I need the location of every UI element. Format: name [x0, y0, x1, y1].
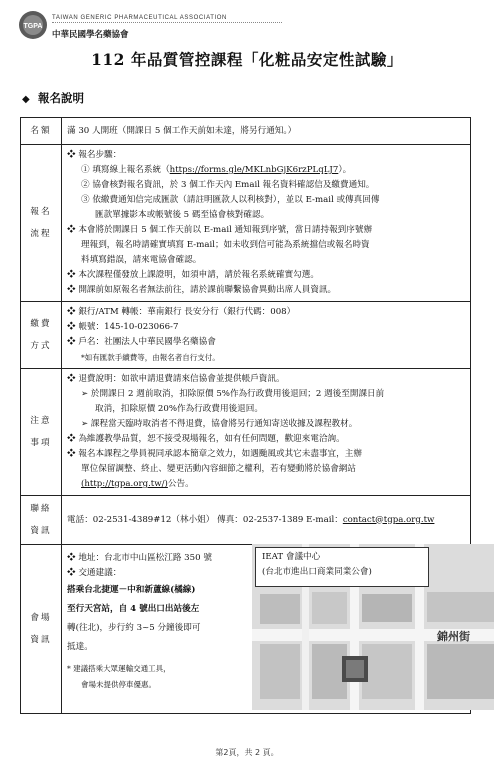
- label-venue: [21, 545, 62, 714]
- row-contact: [21, 496, 471, 545]
- tgpa-logo-icon: [18, 10, 48, 40]
- org-header: [18, 10, 318, 40]
- label-payment-2: 方式: [30, 341, 52, 351]
- flow-line: ❖ 本次課程僅發放上課證明，如須申請，請於報名系統確實勾選。: [67, 270, 319, 280]
- venue-line: 搭乘台北捷運－中和新蘆線(橘線): [67, 585, 196, 595]
- label-flow-2: 流程: [30, 229, 52, 239]
- payment-line: ❖ 帳號：145-10-023066-7: [67, 322, 179, 332]
- org-name-en: TAIWAN GENERIC PHARMACEUTICAL ASSOCIATION: [52, 15, 227, 21]
- contact-email-link[interactable]: contact@tgpa.org.tw: [342, 514, 435, 525]
- venue-callout-title: IEAT 會議中心: [262, 552, 321, 562]
- flow-line: 匯款單據影本或帳號後 5 碼至協會核對確認。: [95, 210, 270, 220]
- notes-line: ❖ 報名本課程之學員視同承認本簡章之效力，如遇颱風或其它未盡事宜，主辦: [67, 449, 362, 459]
- label-notes-2: 事項: [30, 438, 52, 448]
- flow-content: [62, 145, 471, 302]
- contact-content: [62, 496, 471, 545]
- payment-note: *如有匯款手續費等，由報名者自行支付。: [81, 353, 220, 362]
- flow-line: ❖ 報名步驟：: [67, 150, 122, 160]
- flow-line: ❖ 開課前如原報名者無法前往，請於課前聯繫協會異動出席人員資訊。: [67, 285, 337, 295]
- venue-content: [62, 545, 471, 714]
- payment-line: ❖ 銀行/ATM 轉帳：華南銀行 長安分行（銀行代碼：008）: [67, 307, 296, 317]
- page-title: 112 年品質管控課程「化粧品安定性試驗」: [91, 50, 403, 69]
- payment-content: [62, 302, 471, 369]
- venue-line: 至行天宮站，自 4 號出口出站後左: [67, 604, 200, 614]
- notes-line: 單位保留調整、終止、變更活動內容細節之權利，若有變動將於協會網站: [81, 464, 357, 474]
- contact-line: [67, 513, 465, 528]
- venue-text: [62, 545, 250, 699]
- section-label: 報名說明: [38, 91, 85, 105]
- venue-note: 會場未提供停車優惠。: [81, 680, 156, 689]
- row-notes: [21, 369, 471, 496]
- venue-line: ❖ 交通建議：: [67, 568, 122, 578]
- flow-line: [67, 163, 465, 178]
- header-divider: [52, 22, 282, 25]
- label-notes-1: 注意: [30, 416, 52, 426]
- notes-text: 公告。: [167, 479, 194, 489]
- label-contact-1: 聯絡: [30, 504, 52, 514]
- venue-line: 抵達。: [67, 642, 93, 652]
- quota-text: [62, 118, 471, 145]
- flow-line: ❖ 本會將於開課日 5 個工作天前以 E-mail 通知報到序號，當日請持報到序號辦: [67, 225, 373, 235]
- registration-form-link[interactable]: https://forms.gle/MKLnbGjK6rzPLqLJ7: [169, 165, 339, 175]
- row-payment: [21, 302, 471, 369]
- notes-line: ➢ 於開課日 2 週前取消，扣除原價 5%作為行政費用後退回；2 週後至開課日前: [81, 389, 385, 399]
- venue-wrap: [62, 545, 470, 713]
- label-payment: [21, 302, 62, 369]
- row-flow: [21, 145, 471, 302]
- page-footer: 第2頁，共 2 頁。: [215, 748, 279, 757]
- notes-line: ➢ 課程當天臨時取消者不得退費，協會將另行通知寄送收據及課程教材。: [81, 419, 358, 429]
- notes-line: ❖ 為維護教學品質，恕不接受現場報名，如有任何問題，歡迎來電洽詢。: [67, 434, 345, 444]
- notes-line: 取消，扣除原價 20%作為行政費用後退回。: [95, 404, 263, 414]
- label-venue-1: 會場: [30, 613, 52, 623]
- notes-line: [67, 477, 465, 492]
- flow-line: 理報到，報名時請確實填寫 E-mail；如未收到信可能為系統擋信或報名時資: [81, 240, 370, 250]
- flow-line: ③ 依繳費通知信完成匯款（請註明匯款人以利核對），並以 E-mail 或傳真回傳: [81, 195, 380, 205]
- label-quota: 名額: [21, 118, 62, 145]
- svg-text:TGPA: TGPA: [23, 23, 43, 30]
- venue-callout-subtitle: (台北市進出口商業同業公會): [262, 567, 372, 577]
- flow-line: 料填寫錯誤，請來電協會確認。: [81, 255, 202, 265]
- payment-line: ❖ 戶名：社團法人中華民國學名藥協會: [67, 337, 216, 347]
- flow-text: ）。: [338, 165, 352, 175]
- label-contact: [21, 496, 62, 545]
- org-name-zh: 中華民國學名藥協會: [52, 30, 129, 40]
- label-contact-2: 資訊: [30, 526, 52, 536]
- label-flow-1: 報名: [30, 207, 52, 217]
- row-quota: [21, 118, 471, 145]
- label-notes: [21, 369, 62, 496]
- association-website-link[interactable]: (http://tgpa.org.tw/): [81, 479, 168, 489]
- section-heading: [22, 90, 84, 106]
- contact-text: 電話：02-2531-4389#12（林小姐） 傳真：02-2537-1389 E-mail：: [67, 514, 343, 525]
- venue-callout: [255, 547, 429, 587]
- diamond-bullet-icon: ◆: [22, 94, 30, 105]
- label-venue-2: 資訊: [30, 635, 52, 645]
- quota-line: 滿 30 人開班（開課日 5 個工作天前如未達，將另行通知。）: [67, 125, 297, 136]
- venue-note: * 建議搭乘大眾運輸交通工具，: [67, 664, 171, 673]
- label-payment-1: 繳費: [30, 319, 52, 329]
- flow-text: ① 填寫線上報名系統（: [81, 165, 170, 175]
- map-street-label: 錦州街: [437, 630, 470, 643]
- notes-line: ❖ 退費說明：如欲申請退費請來信協會並提供帳戶資訊。: [67, 374, 285, 384]
- venue-line: 轉(往北)，步行約 3~5 分鐘後即可: [67, 623, 201, 633]
- venue-line: ❖ 地址：台北市中山區松江路 350 號: [67, 553, 212, 563]
- notes-content: [62, 369, 471, 496]
- registration-table: [20, 117, 471, 714]
- label-flow: [21, 145, 62, 302]
- flow-line: ② 協會核對報名資訊，於 3 個工作天內 Email 報名資料確認信及繳費通知。: [81, 180, 375, 190]
- row-venue: [21, 545, 471, 714]
